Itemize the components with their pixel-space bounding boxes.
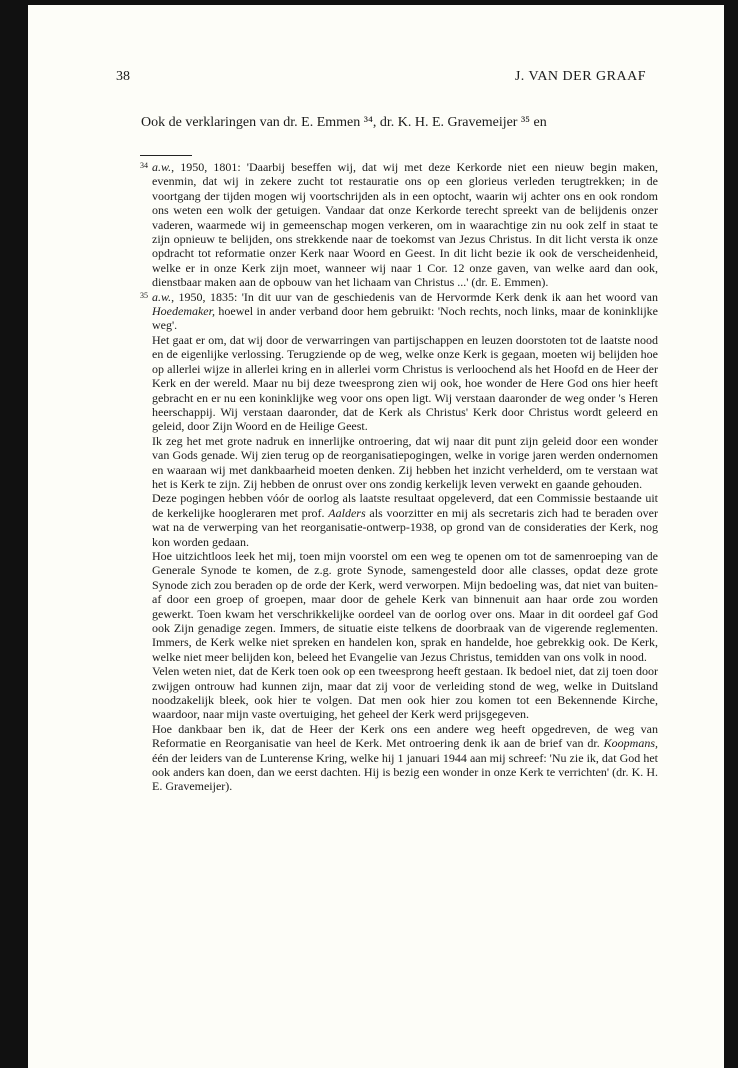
footnotes	[140, 160, 658, 794]
footnote-text: hoewel in ander verband door hem gebruikt: 'Noch rechts, noch links, maar de koninklijke weg'.	[152, 304, 658, 333]
footnote-paragraph	[152, 491, 658, 549]
footnote-separator	[140, 155, 192, 156]
footnote-paragraph: Velen weten niet, dat de Kerk toen ook op een tweesprong heeft gestaan. Ik bedoel niet, dat zij toen door zwijgen ontrouw had kunnen zijn, maar dat zij voor de verleiding stond de weg, welke in Duitsland noodzakelijk bleek, ook hier te volgen. Dat men ook hier zou komen tot een Bekennende Kirche, waardoor, naar mijn vaste overtuiging, het geheel der Kerk werd prijsgegeven.	[152, 664, 658, 722]
footnote-name-italic: Koopmans,	[603, 736, 658, 751]
footnote-paragraph	[152, 722, 658, 794]
footnote-marker: 34	[140, 161, 148, 170]
footnote-paragraph: Hoe uitzichtloos leek het mij, toen mijn voorstel om een weg te openen om tot de samenroeping van de Generale Synode te komen, de z.g. grote Synode, samengesteld door alle classes, opdat deze grote Synode zich zou beraden op de orde der Kerk, werd verworpen. Mijn bedoeling was, dat niet van buiten-af door een groep of groepen, maar door de gehele Kerk van binnenuit aan haar orde zou worden gewerkt. Toen kwam het verschrikkelijke oordeel van de oorlog over ons. Maar in dit oordeel gaf God ook Zijn genadige zegen. Immers, de situatie eiste telkens de doorbraak van de vigerende reglementen. Immers, de Kerk welke niet spreken en handelen kon, sprak en handelde, hoe gebrekkig ook. De Kerk, welke niet meer belijden kon, beleed het Evangelie van Jezus Christus, temidden van ons volk in nood.	[152, 548, 658, 664]
footnote-text: , 1950, 1801: 'Daarbij beseffen wij, dat wij met deze Kerkorde niet een nieuw begin maken, evenmin, dat wij in zekere zucht tot restauratie ons op een glorieus verleden terugtrekken; in de voortgang der tijden mogen wij voortschrijden als in een optocht, waarin wij achter ons en ook rondom ons weten een wolk der getuigen. Vandaar dat onze Kerkorde terecht spreekt van de belijdenis onzer vaderen, waarmede wij in gemeenschap mogen verkeren, om in waarachtige zin nu ook zelf in staat te zijn opnieuw te belijden, ons strekkende naar de toekomst van Jezus Christus. In dit licht versta ik onze opdracht tot reformatie onzer Kerk naar Woord en Geest. In dit licht bezie ik ook de verscheidenheid, welke er in onze Kerk zijn moet, wanneer wij naar 1 Cor. 12 onze gaven, van welke aard dan ook, dienstbaar maken aan de opbouw van het lichaam van Christus ...' (dr. E. Emmen).	[152, 160, 658, 290]
footnote-ref: a.w.	[152, 160, 172, 174]
footnote-paragraph: Ik zeg het met grote nadruk en innerlijke ontroering, dat wij naar dit punt zijn geleid door een wonder van Gods genade. Wij zien terug op de reorganisatiepogingen, welke in vorige jaren werden ondernomen en waaraan wij met dankbaarheid moeten denken. Zij hebben het inzicht verhelderd, om te verstaan wat het is Kerk te zijn. Zij hebben de onrust over ons zondig kerkelijk leven verwekt en gaande gehouden.	[152, 433, 658, 491]
footnote-text: Hoe dankbaar ben ik, dat de Heer der Kerk ons een andere weg heeft opgedreven, de weg van Reformatie en Reorganisatie van heel de Kerk. Met ontroering denk ik aan de brief van dr.	[152, 721, 658, 751]
footnote-text: één der leiders van de Lunterense Kring, welke hij 1 januari 1944 aan mij schreef: 'Nu zie ik, dat God het ook anders kan doen, dan we eerst dachten. Hij is bezig een wonder in onze Kerk te verrichten' (dr. K. H. E. Gravemeijer).	[152, 750, 658, 794]
footnote-marker: 35	[140, 290, 148, 300]
footnote-paragraph	[152, 290, 658, 333]
running-head: J. VAN DER GRAAF	[514, 69, 646, 84]
body-text-line: Ook de verklaringen van dr. E. Emmen ³⁴, dr. K. H. E. Gravemeijer ³⁵ en	[141, 115, 547, 130]
footnote-name-italic: Aalders	[328, 505, 366, 520]
footnote-34	[140, 160, 658, 290]
footnote-name-italic: Hoedemaker,	[152, 304, 215, 319]
footnote-paragraph: Het gaat er om, dat wij door de verwarringen van partijschappen en leuzen doorstoten tot de laatste nood en de eigenlijke verlossing. Terugziende op de weg, welke onze Kerk is gegaan, moeten wij belijden hoe op allerlei wijze in allerlei kring en in allerlei vorm Christus is verloochend als het Hoofd en de Heer der Kerk en der wereld. Maar nu bij deze tweesprong zien wij ook, hoe wonder de Here God ons hier heeft gebracht en er nu een koninklijke weg voor ons open ligt. Wij verstaan daaronder de weg onder 's Heren heerschappij. Wij verstaan daaronder, dat de Kerk als Christus' Kerk door Christus wordt geleerd en geleid, door Zijn Woord en de Heilige Geest.	[152, 332, 658, 434]
footnote-35	[140, 290, 658, 794]
scan-border-left	[0, 0, 28, 1068]
footnote-ref: a.w.	[152, 289, 172, 304]
page-number: 38	[116, 69, 130, 84]
footnote-paragraph	[152, 160, 658, 290]
footnote-text: Deze pogingen hebben vóór de oorlog als laatste resultaat opgeleverd, dat een Commissie bestaande uit de kerkelijke hoogleraren met prof.	[152, 491, 658, 520]
page-header	[28, 69, 724, 89]
scan-border-right	[724, 0, 738, 1068]
footnote-text: als voorzitter en mij als secretaris zich had te beraden over wat na de verwerping van het reorganisatie-ontwerp-1938, op grond van de consideraties der Kerk, nog kon worden gedaan.	[152, 505, 658, 549]
book-page	[28, 5, 724, 1068]
footnote-text: , 1950, 1835: 'In dit uur van de geschiedenis van de Hervormde Kerk denk ik aan het woord van	[171, 289, 658, 304]
